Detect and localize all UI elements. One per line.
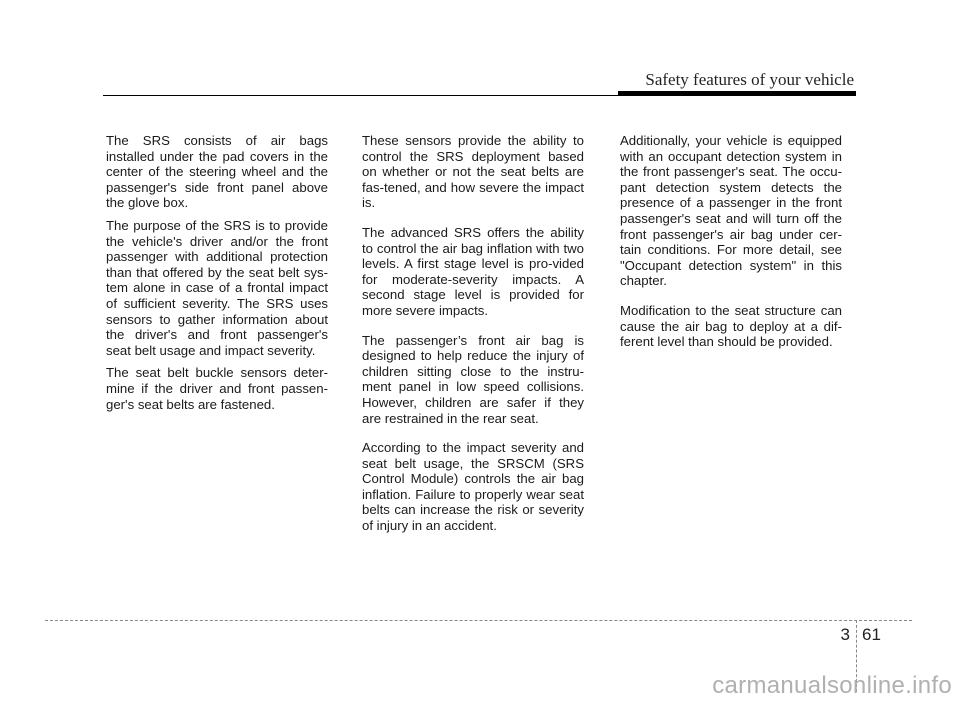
text-column-1 xyxy=(106,133,328,412)
paragraph: Additionally, your vehicle is equipped with an occupant detection system in the front passenger's seat. The occu-pant detection system detects the presence of a passenger in the front passenger's seat and will turn off the front passenger's air bag under cer-tain conditions. For more detail, see "Occupant detection system" in this chapter. xyxy=(620,133,842,289)
paragraph: The seat belt buckle sensors deter-mine if the driver and front passen-ger's seat belts are fastened. xyxy=(106,365,328,412)
paragraph: According to the impact severity and seat belt usage, the SRSCM (SRS Control Module) controls the air bag inflation. Failure to properly wear seat belts can increase the risk or severity of injury in an accident. xyxy=(362,440,584,534)
text-column-3 xyxy=(620,133,842,350)
section-title: Safety features of your vehicle xyxy=(645,70,854,89)
paragraph: The SRS consists of air bags installed under the pad covers in the center of the steering wheel and the passenger's side front panel above the glove box. xyxy=(106,133,328,211)
chapter-number: 3 xyxy=(840,625,850,644)
paragraph: The advanced SRS offers the ability to control the air bag inflation with two levels. A first stage level is pro-vided for moderate-severity impacts. A second stage level is provided for more severe impacts. xyxy=(362,224,584,318)
watermark: carmanualsonline.info xyxy=(712,672,952,699)
paragraph: These sensors provide the ability to control the SRS deployment based on whether or not the seat belts are fas-tened, and how severe the impact is. xyxy=(362,133,584,211)
footer-rule xyxy=(45,620,912,621)
text-column-2 xyxy=(362,133,584,534)
paragraph: The purpose of the SRS is to provide the vehicle's driver and/or the front passenger with additional protection than that offered by the seat belt sys-tem alone in case of a frontal impact of sufficient severity. The SRS uses sensors to gather information about the driver's and front passenger's seat belt usage and impact severity. xyxy=(106,217,328,358)
paragraph: Modification to the seat structure can cause the air bag to deploy at a dif-ferent level than should be provided. xyxy=(620,302,842,350)
header-rule-accent xyxy=(618,91,856,96)
page-number: 61 xyxy=(862,625,881,644)
paragraph: The passenger’s front air bag is designed to help reduce the injury of children sitting close to the instru-ment panel in low speed collisions. However, children are safer if they are restrained in the rear seat. xyxy=(362,332,584,426)
